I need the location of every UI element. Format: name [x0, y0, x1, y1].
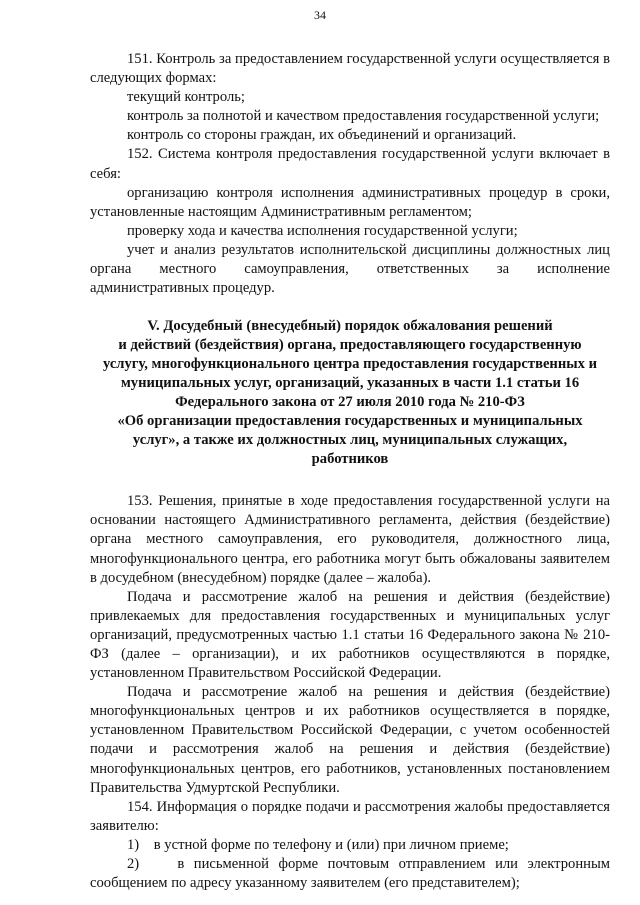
- heading-line: услугу, многофункционального центра предоставления государственных и: [102, 356, 597, 373]
- heading-line: услуг», а также их должностных лиц, муниципальных служащих,: [132, 432, 568, 449]
- paragraph-152-intro: 152. Система контроля предоставления государственной услуги включает в себя:: [90, 146, 610, 182]
- list-item: 1) в устной форме по телефону и (или) при личном приеме;: [127, 836, 509, 853]
- list-item: учет и анализ результатов исполнительской дисциплины должностных лиц органа местного самоуправления, ответственных за исполнение административных процедур.: [90, 241, 610, 297]
- list-item: организацию контроля исполнения административных процедур в сроки, установленные настоящим Административным регламентом;: [90, 184, 610, 220]
- paragraph: Подача и рассмотрение жалоб на решения и действия (бездействие) привлекаемых для предоставления государственных и муниципальных услуг организаций, предусмотренных частью 1.1 статьи 16 Федерального закона № 210-ФЗ (далее – организации), и их работников осуществляются в порядке, установленном Правительством Российской Федерации.: [90, 588, 610, 682]
- list-item: 2) в письменной форме почтовым отправлением или электронным сообщением по адресу указанному заявителем (его представителем);: [90, 856, 610, 892]
- paragraph: Подача и рассмотрение жалоб на решения и действия (бездействие) многофункциональных центров и их работников осуществляется в порядке, установленном Правительством Российской Федерации, с учетом особенностей подачи и рассмотрения жалоб на решения и действия (бездействие) многофункциональных центров, его работников, установленных постановлением Правительства Удмуртской Республики.: [90, 684, 610, 796]
- heading-line: работников: [311, 451, 389, 468]
- page-number: 34: [314, 8, 326, 22]
- heading-line: муниципальных услуг, организаций, указанных в части 1.1 статьи 16: [120, 375, 580, 392]
- list-item: контроль за полнотой и качеством предоставления государственной услуги;: [127, 108, 600, 125]
- list-item: текущий контроль;: [127, 89, 245, 106]
- paragraph-154-intro: 154. Информация о порядке подачи и рассмотрения жалобы предоставляется заявителю:: [90, 798, 610, 834]
- section-heading: [90, 317, 610, 469]
- paragraph-151-intro: 151. Контроль за предоставлением государственной услуги осуществляется в следующих формах:: [90, 51, 610, 87]
- paragraph-153: 153. Решения, принятые в ходе предоставления государственной услуги на основании настоящего Административного регламента, действия (бездействие) органа местного самоуправления, его руководителя, должностного лица, многофункционального центра, его работника могут быть обжалованы заявителем в досудебном (внесудебном) порядке (далее – жалоба).: [90, 493, 610, 586]
- document-body: [90, 50, 610, 893]
- heading-line: и действий (бездействия) органа, предоставляющего государственную: [118, 337, 582, 354]
- heading-line: Федерального закона от 27 июля 2010 года № 210-ФЗ: [175, 394, 525, 411]
- list-item: контроль со стороны граждан, их объединений и организаций.: [127, 127, 517, 144]
- heading-line: «Об организации предоставления государственных и муниципальных: [117, 413, 583, 430]
- list-item: проверку хода и качества исполнения государственной услуги;: [127, 222, 518, 239]
- heading-line: V. Досудебный (внесудебный) порядок обжалования решений: [147, 318, 553, 335]
